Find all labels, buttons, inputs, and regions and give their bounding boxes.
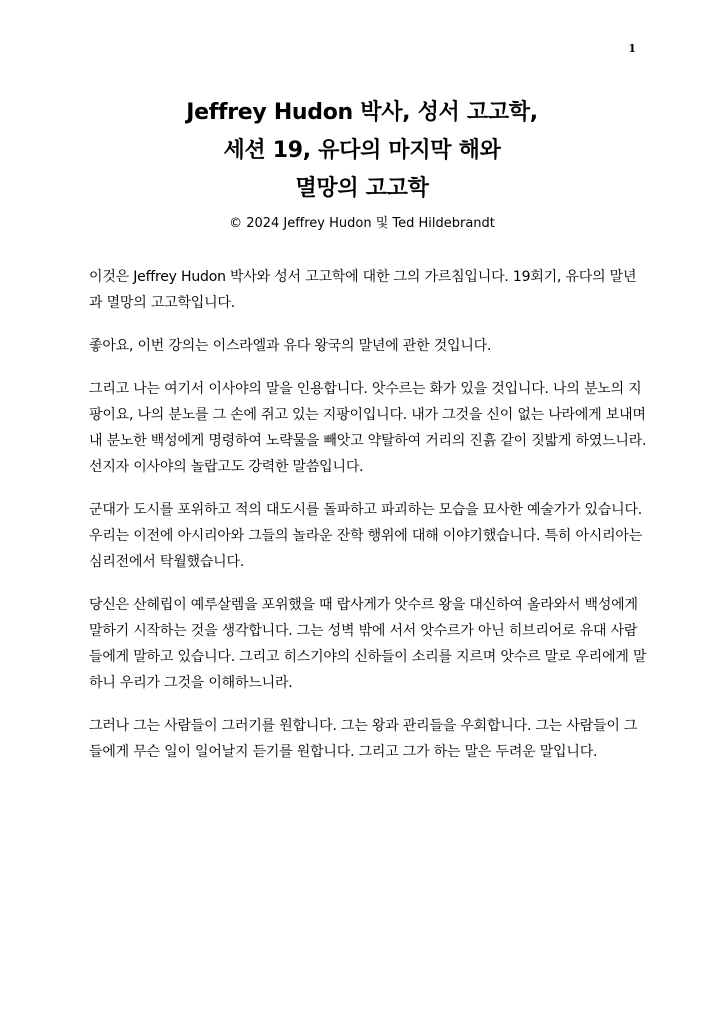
body-paragraph: 좋아요, 이번 강의는 이스라엘과 유다 왕국의 말년에 관한 것입니다. [89, 338, 492, 354]
document-title-line: 세션 19, 유다의 마지막 해와 [223, 138, 501, 163]
document-body [89, 264, 649, 782]
body-paragraph: 당신은 산헤립이 예루살렘을 포위했을 때 랍사게가 앗수르 왕을 대신하여 올라와서 백성에게 말하기 시작하는 것을 생각합니다. 그는 성벽 밖에 서서 앗수르가 아닌 히브리어로 유대 사람들에게 말하고 있습니다. 그리고 히스기야의 신하들이 소리를 지르며 앗수르 말로 우리에게 말하니 우리가 그것을 이해하느니라. [89, 597, 647, 691]
copyright-notice: © 2024 Jeffrey Hudon 및 Ted Hildebrandt [229, 216, 495, 231]
document-title-line: Jeffrey Hudon 박사, 성서 고고학, [186, 100, 538, 125]
page-number: 1 [628, 42, 636, 55]
document-title-line: 멸망의 고고학 [295, 176, 429, 201]
body-paragraph: 그러나 그는 사람들이 그러기를 원합니다. 그는 왕과 관리들을 우회합니다. 그는 사람들이 그들에게 무슨 일이 일어날지 듣기를 원합니다. 그리고 그가 하는 말은 두려운 말입니다. [89, 718, 638, 760]
title-block [0, 94, 724, 234]
body-paragraph: 이것은 Jeffrey Hudon 박사와 성서 고고학에 대한 그의 가르침입니다. 19회기, 유다의 말년과 멸망의 고고학입니다. [89, 269, 637, 311]
body-paragraph: 그리고 나는 여기서 이사야의 말을 인용합니다. 앗수르는 화가 있을 것입니다. 나의 분노의 지팡이요, 나의 분노를 그 손에 쥐고 있는 지팡이입니다. 내가 그것을 신이 없는 나라에게 보내며 내 분노한 백성에게 명령하여 노략물을 빼앗고 약탈하여 거리의 진흙 같이 짓밟게 하였느니라. 선지자 이사야의 놀랍고도 강력한 말씀입니다. [89, 381, 647, 475]
body-paragraph: 군대가 도시를 포위하고 적의 대도시를 돌파하고 파괴하는 모습을 묘사한 예술가가 있습니다. 우리는 이전에 아시리아와 그들의 놀라운 잔학 행위에 대해 이야기했습니다. 특히 아시리아는 심리전에서 탁월했습니다. [89, 502, 643, 570]
